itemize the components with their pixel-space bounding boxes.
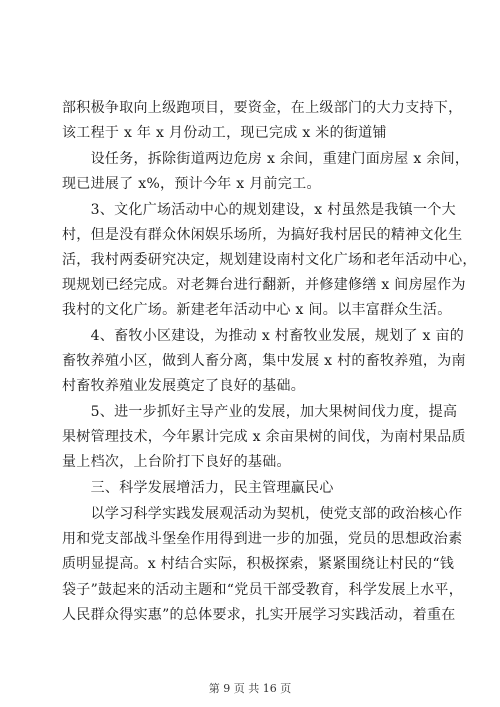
- text-line: 设任务，拆除街道两边危房 x 余间，重建门面房屋 x 余间，: [62, 151, 470, 167]
- text-line: 袋子”鼓起来的活动主题和“党员干部受教育，科学发展上水平，: [62, 582, 464, 598]
- text-line: 质明显提高。x 村结合实际，积极探索，紧紧围绕让村民的“钱: [62, 556, 455, 572]
- text-line: 我村的文化广场。新建老年活动中心 x 间。以丰富群众生活。: [62, 302, 452, 318]
- text-line: 现已进展了 x%，预计今年 x 月前完工。: [62, 176, 321, 192]
- text-line: 用和党支部战斗堡垒作用得到进一步的加强，党员的思想政治素: [62, 531, 463, 547]
- text-line: 该工程于 x 年 x 月份动工，现已完成 x 米的街道铺: [62, 125, 387, 141]
- text-line: 量上档次，上台阶打下良好的基础。: [62, 454, 291, 470]
- text-line: 3、文化广场活动中心的规划建设，x 村虽然是我镇一个大: [62, 202, 456, 218]
- text-line: 村，但是没有群众休闲娱乐场所，为搞好我村居民的精神文化生: [62, 227, 463, 243]
- page-footer: 第 9 页 共 16 页: [208, 682, 292, 695]
- text-line: 5、进一步抓好主导产业的发展，加大果树间伐力度，提高: [62, 404, 458, 420]
- text-line: 人民群众得实惠”的总体要求，扎实开展学习实践活动，着重在: [62, 607, 456, 623]
- text-line: 果树管理技术，今年累计完成 x 余亩果树的间伐，为南村果品质: [62, 429, 466, 445]
- text-line: 现规划已经完成。对老舞台进行翻新，并修建修缮 x 间房屋作为: [62, 277, 466, 293]
- section-heading: 三、科学发展增活力，民主管理赢民心: [62, 480, 334, 496]
- text-line: 村畜牧养殖业发展奠定了良好的基础。: [62, 378, 306, 394]
- text-line: 畜牧养殖小区，做到人畜分离，集中发展 x 村的畜牧养殖，为南: [62, 353, 466, 369]
- text-line: 以学习科学实践发展观活动为契机，使党支部的政治核心作: [62, 506, 463, 522]
- text-line: 活，我村两委研究决定，规划建设南村文化广场和老年活动中心，: [62, 252, 477, 268]
- text-line: 4、畜牧小区建设，为推动 x 村畜牧业发展，规划了 x 亩的: [62, 328, 465, 344]
- text-line: 部积极争取向上级跑项目，要资金，在上级部门的大力支持下，: [62, 100, 463, 116]
